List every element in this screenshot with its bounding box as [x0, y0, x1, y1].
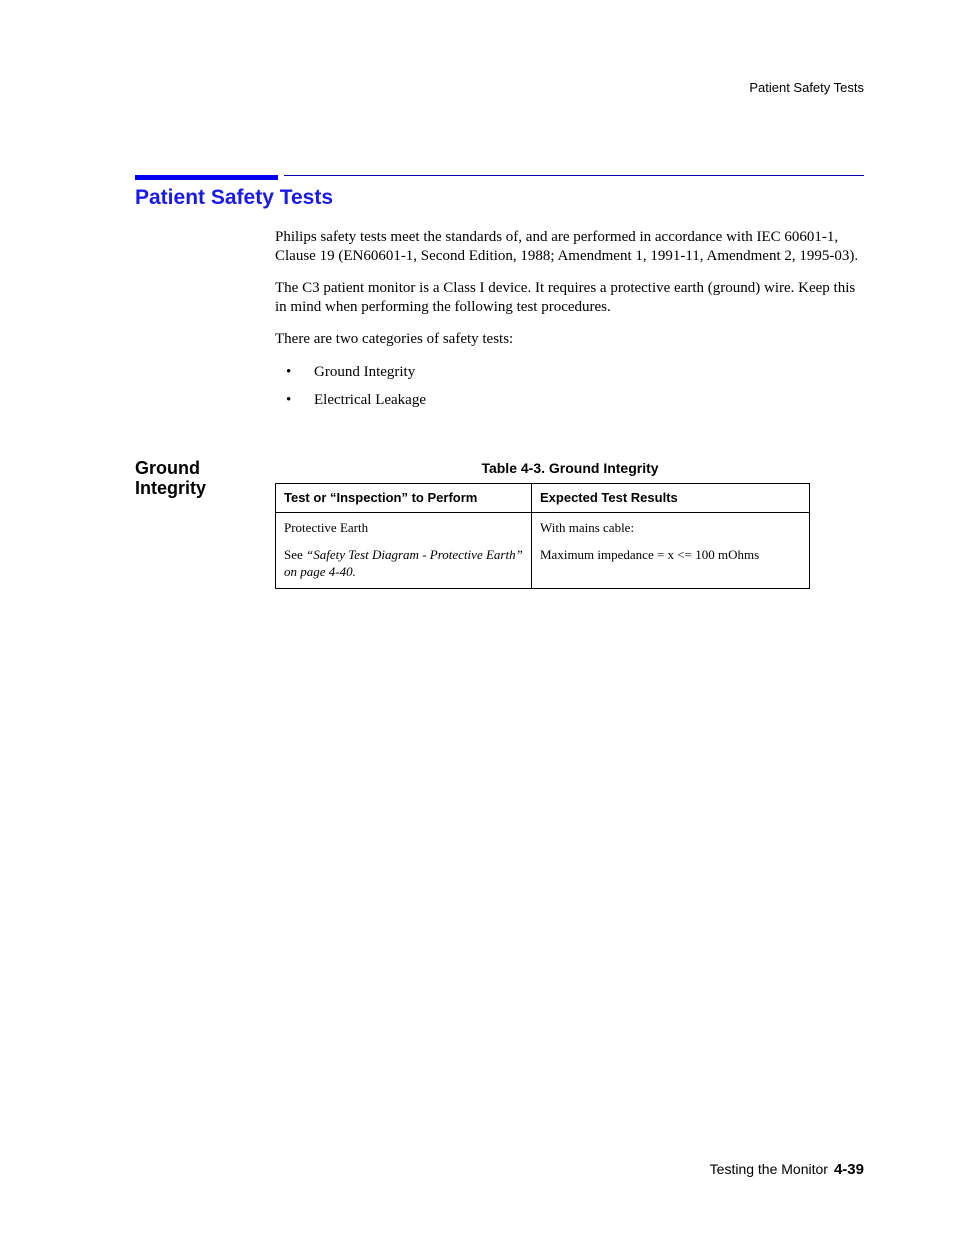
table-row — [276, 513, 810, 589]
see-prefix: See — [284, 547, 307, 562]
table-caption: Table 4-3. Ground Integrity — [481, 460, 659, 476]
bullet-glyph: • — [286, 391, 292, 408]
list-item-label: Electrical Leakage — [314, 391, 427, 408]
footer-chapter: Testing the Monitor — [709, 1161, 828, 1177]
section-body — [275, 228, 865, 419]
section-title: Patient Safety Tests — [135, 186, 334, 209]
list-item — [275, 363, 865, 382]
list-item-label: Ground Integrity — [314, 363, 416, 380]
paragraph-standards: Philips safety tests meet the standards of, and are performed in accordance with IEC 60601-1, Clause 19 (EN60601-1, Second Edition, 1988; Amendment 1, 1991-11, Amendment 2, 1995-03). — [275, 229, 859, 264]
page-number: 4-39 — [833, 1161, 864, 1178]
safety-test-list — [275, 363, 865, 410]
running-header: Patient Safety Tests — [749, 80, 864, 95]
bullet-glyph: • — [286, 363, 292, 380]
paragraph-categories: There are two categories of safety tests: — [275, 331, 514, 347]
ground-integrity-table — [275, 483, 810, 589]
page-footer — [710, 1161, 864, 1178]
paragraph-class-device: The C3 patient monitor is a Class I device. It requires a protective earth (ground) wire. Keep this in mind when performing the following test procedures. — [275, 280, 856, 315]
column-header-results: Expected Test Results — [532, 484, 810, 513]
result-line: Maximum impedance = x <= 100 mOhms — [540, 547, 760, 562]
column-header-test: Test or “Inspection” to Perform — [276, 484, 532, 513]
table-header-row — [276, 484, 810, 513]
ground-integrity-heading: Ground Integrity — [135, 458, 207, 498]
section-rule-thin — [284, 175, 864, 176]
section-rule-thick — [135, 175, 278, 180]
cell-results — [532, 513, 810, 589]
result-line: With mains cable: — [540, 520, 635, 535]
cell-test — [276, 513, 532, 589]
cross-reference — [284, 546, 523, 580]
list-item — [275, 391, 865, 410]
cross-reference-link[interactable]: “Safety Test Diagram - Protective Earth” on page 4-40. — [284, 547, 523, 579]
test-name: Protective Earth — [284, 520, 369, 535]
